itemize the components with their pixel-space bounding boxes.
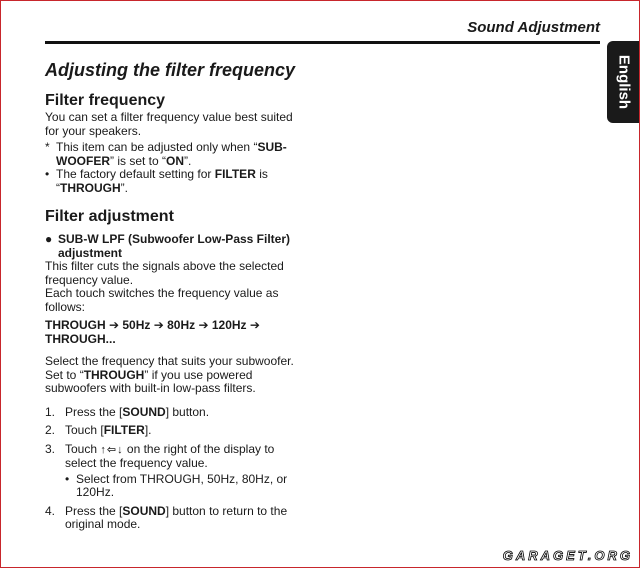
language-tab-label: English xyxy=(615,54,633,110)
step-text: Press the [ xyxy=(65,503,123,518)
bullet-mark: • xyxy=(65,471,70,486)
note-text: ”. xyxy=(184,153,192,168)
lpf-description: This filter cuts the signals above the selected frequency value. xyxy=(45,259,284,287)
step-item xyxy=(45,406,307,420)
lpf-bullet-heading xyxy=(45,233,307,260)
step-text: Touch [ xyxy=(65,423,104,437)
note-emphasis: ON xyxy=(166,153,185,168)
bullet-mark: • xyxy=(45,167,50,181)
up-down-arrows-icon: ↑⇦↓ xyxy=(100,443,124,456)
select-frequency-text: Select the frequency that suits your subwoofer. xyxy=(45,354,294,368)
step-text: ] button. xyxy=(165,404,210,419)
note-text: The factory default setting for xyxy=(56,167,215,181)
step-item xyxy=(45,443,307,500)
filter-adjustment-heading: Filter adjustment xyxy=(45,208,174,225)
through-note xyxy=(45,369,307,396)
step-number: 4. xyxy=(45,503,56,518)
step-subnote xyxy=(65,473,307,500)
note-emphasis: FILTER xyxy=(214,167,256,181)
note-emphasis: THROUGH xyxy=(83,367,145,382)
subnote-text: Select from THROUGH, 50Hz, 80Hz, or 120Hz. xyxy=(76,471,288,499)
lpf-switch-note: Each touch switches the frequency value as follows: xyxy=(45,286,279,314)
note-item xyxy=(45,141,307,168)
language-tab xyxy=(607,41,640,123)
step-text: on the right of the display to select the frequency value. xyxy=(65,441,275,470)
note-emphasis: THROUGH xyxy=(60,180,121,195)
lpf-heading-text: SUB-W LPF (Subwoofer Low-Pass Filter) adjustment xyxy=(58,232,291,260)
note-text: This item can be adjusted only when “ xyxy=(56,140,258,154)
note-emphasis: SUB-WOOFER xyxy=(56,140,287,168)
note-text: ” is set to “ xyxy=(110,153,167,168)
filter-frequency-heading: Filter frequency xyxy=(45,92,166,109)
step-text: ] button to return to the original mode. xyxy=(65,503,288,531)
step-emphasis: FILTER xyxy=(103,423,145,437)
step-text: Touch xyxy=(65,441,101,456)
step-item xyxy=(45,424,307,438)
filter-frequency-notes xyxy=(45,141,307,195)
watermark-logo: GARAGET.ORG xyxy=(502,548,633,563)
note-text: Set to “ xyxy=(45,367,84,382)
filter-frequency-intro: You can set a filter frequency value best suited for your speakers. xyxy=(45,110,293,138)
content-column xyxy=(45,59,307,537)
step-text: ]. xyxy=(144,423,152,437)
header-rule xyxy=(45,41,600,44)
note-text: is “ xyxy=(56,167,268,195)
step-number: 1. xyxy=(45,404,56,419)
note-text: ”. xyxy=(120,180,129,195)
step-emphasis: SOUND xyxy=(122,503,166,518)
page-title: Adjusting the filter frequency xyxy=(45,60,296,80)
note-item xyxy=(45,168,307,195)
step-number: 3. xyxy=(45,441,56,456)
step-emphasis: SOUND xyxy=(122,404,166,419)
procedure-steps xyxy=(45,406,307,532)
step-text: Press the [ xyxy=(65,404,123,419)
frequency-sequence: THROUGH ➔ 50Hz ➔ 80Hz ➔ 120Hz ➔ THROUGH... xyxy=(45,318,260,346)
asterisk-mark: * xyxy=(45,140,50,154)
step-item xyxy=(45,505,307,532)
step-number: 2. xyxy=(45,423,56,437)
note-text: ” if you use powered subwoofers with built-in low-pass filters. xyxy=(45,367,256,395)
bullet-dot-icon: ● xyxy=(45,232,53,246)
section-header: Sound Adjustment xyxy=(467,19,600,36)
